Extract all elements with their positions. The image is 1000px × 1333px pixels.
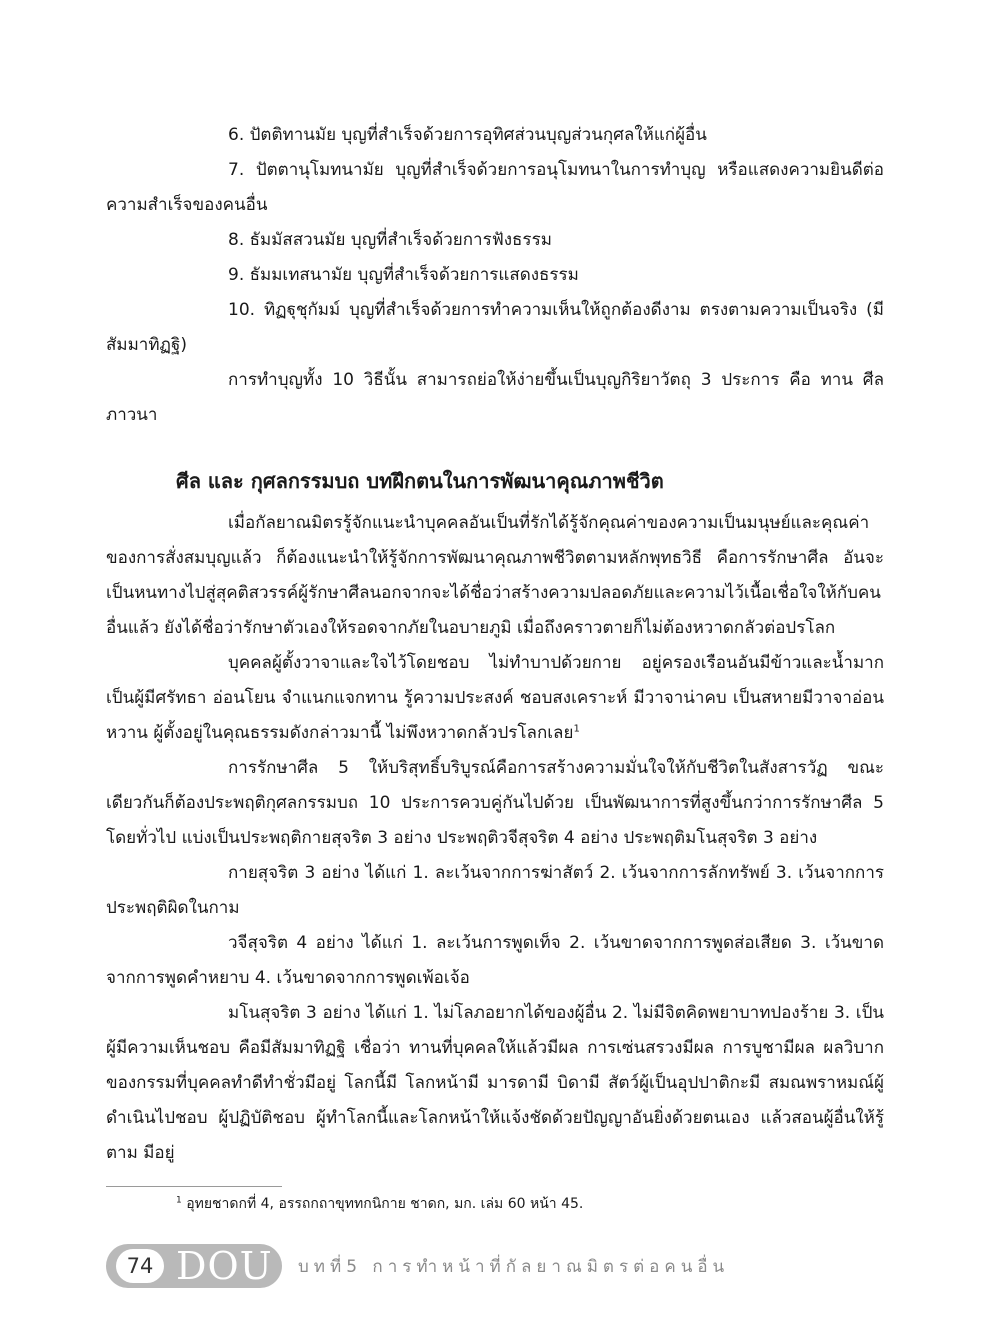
paragraph: 9. ธัมมเทสนามัย บุญที่สำเร็จด้วยการแสดงธรรม	[228, 265, 579, 285]
paragraph: เมื่อกัลยาณมิตรรู้จักแนะนำบุคคลอันเป็นที่รักได้รู้จักคุณค่าของความเป็นมนุษย์และคุณค่าของการสั่งสมบุญแล้ว ก็ต้องแนะนำให้รู้จักการพัฒนาคุณภาพชีวิตตามหลักพุทธวิธี คือการรักษาศีล อันจะเป็นหนทางไปสู่สุคติสวรรค์ผู้รักษาศีลนอกจากจะได้ชื่อว่าสร้างความปลอดภัยและความไว้เนื้อเชื่อใจให้กับคนอื่นแล้ว ยังได้ชื่อว่ารักษาตัวเองให้รอดจากภัยในอบายภูมิ เมื่อถึงคราวตายก็ไม่ต้องหวาดกลัวต่อปรโลก	[106, 513, 884, 638]
paragraph: การทำบุญทั้ง 10 วิธีนั้น สามารถย่อให้ง่ายขึ้นเป็นบุญกิริยาวัตถุ 3 ประการ คือ ทาน ศีล ภาวนา	[106, 370, 884, 425]
paragraph-text: บุคคลผู้ตั้งวาจาและใจไว้โดยชอบ ไม่ทำบาปด้วยกาย อยู่ครองเรือนอันมีข้าวและน้ำมาก เป็นผู้มีศรัทธา อ่อนโยน จำแนกแจกทาน รู้ความประสงค์ ชอบสงเคราะห์ มีวาจาน่าคบ เป็นสหายมีวาจาอ่อนหวาน ผู้ตั้งอยู่ในคุณธรรมดังกล่าวมานี้ ไม่พึงหวาดกลัวปรโลกเลย	[106, 653, 884, 743]
footnote	[176, 1192, 583, 1216]
footnote-marker: 1	[176, 1195, 182, 1206]
footnote-divider	[106, 1186, 282, 1187]
paragraph: 6. ปัตติทานมัย บุญที่สำเร็จด้วยการอุทิศส่วนบุญส่วนกุศลให้แก่ผู้อื่น	[228, 125, 707, 145]
page-number: 74	[116, 1249, 164, 1283]
chapter-title: บทที่5 การทำหน้าที่กัลยาณมิตรต่อคนอื่น	[298, 1257, 730, 1277]
paragraph: กายสุจริต 3 อย่าง ได้แก่ 1. ละเว้นจากการฆ่าสัตว์ 2. เว้นจากการลักทรัพย์ 3. เว้นจากการประพฤติผิดในกาม	[106, 863, 884, 918]
paragraph: มโนสุจริต 3 อย่าง ได้แก่ 1. ไม่โลภอยากได้ของผู้อื่น 2. ไม่มีจิตคิดพยาบาทปองร้าย 3. เป็นผู้มีความเห็นชอบ คือมีสัมมาทิฏฐิ เชื่อว่า ทานที่บุคคลให้แล้วมีผล การเซ่นสรวงมีผล การบูชามีผล ผลวิบากของกรรมที่บุคคลทำดีทำชั่วมีอยู่ โลกนี้มี โลกหน้ามี มารดามี บิดามี สัตว์ผู้เป็นอุปปาติกะมี สมณพราหมณ์ผู้ดำเนินไปชอบ ผู้ปฏิบัติชอบ ผู้ทำโลกนี้และโลกหน้าให้แจ้งชัดด้วยปัญญาอันยิ่งด้วยตนเอง แล้วสอนผู้อื่นให้รู้ตาม มีอยู่	[106, 1003, 884, 1163]
paragraph: 8. ธัมมัสสวนมัย บุญที่สำเร็จด้วยการฟังธรรม	[228, 230, 552, 250]
section-body	[106, 506, 884, 1171]
paragraph: 10. ทิฏฐุชุกัมม์ บุญที่สำเร็จด้วยการทำความเห็นให้ถูกต้องดีงาม ตรงตามความเป็นจริง (มีสัมมาทิฏฐิ)	[106, 300, 884, 355]
paragraph: 7. ปัตตานุโมทนามัย บุญที่สำเร็จด้วยการอนุโมทนาในการทำบุญ หรือแสดงความยินดีต่อความสำเร็จของคนอื่น	[106, 160, 884, 215]
dou-logo: DOU	[176, 1244, 273, 1288]
paragraph	[106, 646, 884, 751]
paragraph: การรักษาศีล 5 ให้บริสุทธิ์บริบูรณ์คือการสร้างความมั่นใจให้กับชีวิตในสังสารวัฏ ขณะเดียวกันก็ต้องประพฤติกุศลกรรมบถ 10 ประการควบคู่กันไปด้วย เป็นพัฒนาการที่สูงขึ้นกว่าการรักษาศีล 5 โดยทั่วไป แบ่งเป็นประพฤติกายสุจริต 3 อย่าง ประพฤติวจีสุจริต 4 อย่าง ประพฤติมโนสุจริต 3 อย่าง	[106, 758, 884, 848]
paragraph: วจีสุจริต 4 อย่าง ได้แก่ 1. ละเว้นการพูดเท็จ 2. เว้นขาดจากการพูดส่อเสียด 3. เว้นขาดจากการพูดคำหยาบ 4. เว้นขาดจากการพูดเพ้อเจ้อ	[106, 933, 884, 988]
footnote-text: อุทยชาดกที่ 4, อรรถกถาขุททกนิกาย ชาดก, มก. เล่ม 60 หน้า 45.	[186, 1196, 584, 1212]
section-heading: ศีล และ กุศลกรรมบถ บทฝึกตนในการพัฒนาคุณภาพชีวิต	[176, 469, 664, 493]
footer-badge	[106, 1244, 282, 1288]
footnote-reference[interactable]: 1	[573, 723, 580, 735]
numbered-list-block	[106, 118, 884, 433]
